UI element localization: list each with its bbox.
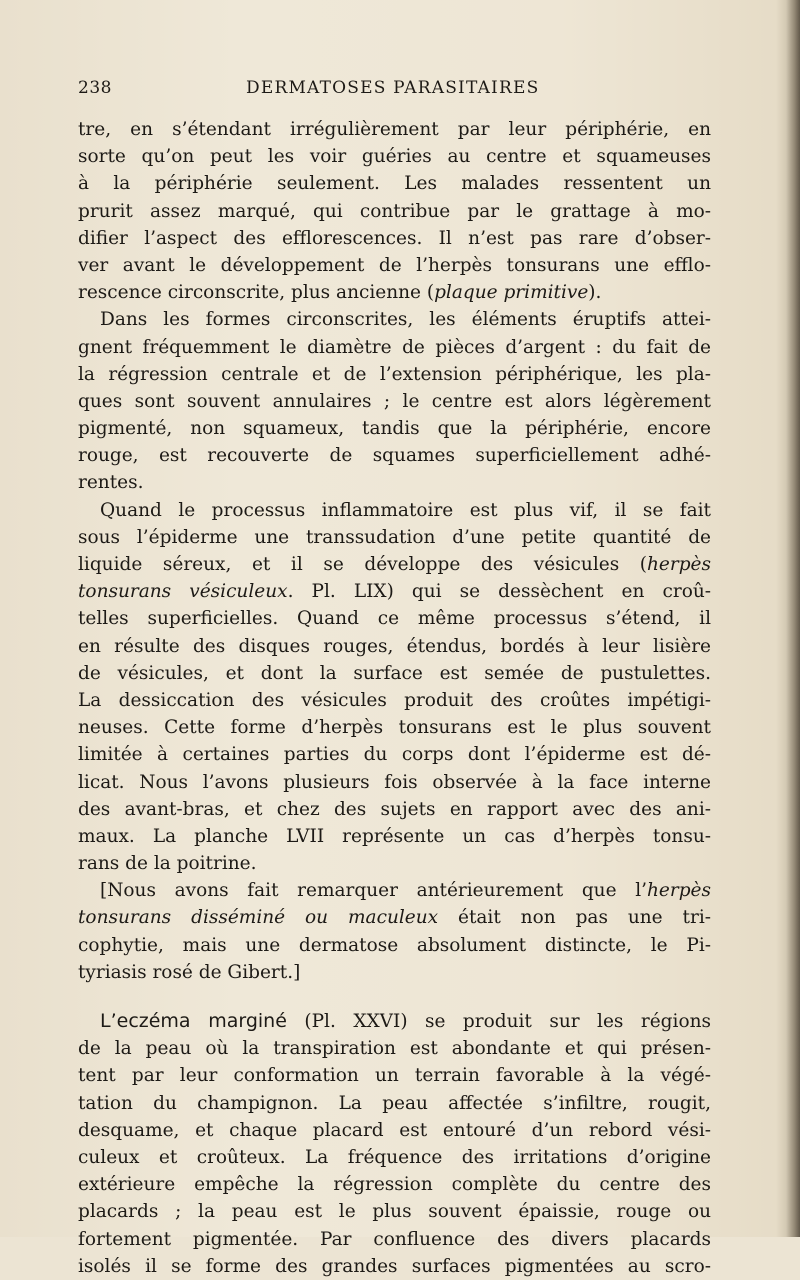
text-line: isolés il se forme des grandes surfaces pigmentées au scro-	[78, 1255, 711, 1277]
text-span: ).	[588, 282, 602, 304]
page-edge-shadow	[786, 0, 800, 1237]
text-line: rouge, est recouverte de squames superficiellement adhé-	[78, 445, 711, 467]
text-line: neuses. Cette forme d’herpès tonsurans est le plus souvent	[78, 717, 711, 739]
text-line	[78, 904, 711, 931]
text-span: liquide séreux, et il se développe des vésicules (	[78, 554, 647, 575]
text-line: à la périphérie seulement. Les malades ressentent un	[78, 173, 711, 195]
body-text	[78, 116, 711, 1280]
text-line: gnent fréquemment le diamètre de pièces d’argent : du fait de	[78, 336, 711, 358]
text-line: prurit assez marqué, qui contribue par le grattage à mo-	[78, 200, 711, 222]
text-span: . Pl. LIX) qui se dessèchent en croû-	[287, 581, 712, 603]
text-line: pigmenté, non squameux, tandis que la périphérie, encore	[78, 418, 711, 440]
italic-term: plaque primitive	[434, 282, 589, 304]
text-span: [Nous avons fait remarquer antérieurement que l’	[100, 880, 647, 902]
text-line: sorte qu’on peut les voir guéries au centre et squameuses	[78, 146, 711, 168]
text-line: la régression centrale et de l’extension périphérique, les pla-	[78, 363, 711, 385]
text-line: tation du champignon. La peau affectée s’infiltre, rougit,	[78, 1092, 711, 1114]
text-line: desquame, et chaque placard est entouré d’un rebord vési-	[78, 1119, 711, 1141]
paragraph-gap	[78, 986, 711, 1008]
text-line: des avant-bras, et chez des sujets en rapport avec des ani-	[78, 798, 711, 820]
text-line: telles superficielles. Quand ce même processus s’étend, il	[78, 608, 711, 630]
italic-term: herpès	[647, 554, 711, 575]
text-line: cophytie, mais une dermatose absolument distincte, le Pi-	[78, 934, 711, 956]
text-line: en résulte des disques rouges, étendus, bordés à leur lisière	[78, 635, 711, 657]
text-line: limitée à certaines parties du corps dont l’épiderme est dé-	[78, 744, 711, 766]
italic-term: tonsurans vésiculeux	[78, 581, 288, 603]
text-line: culeux et croûteux. La fréquence des irritations d’origine	[78, 1146, 711, 1168]
text-line: sous l’épiderme une transsudation d’une petite quantité de	[78, 526, 711, 548]
text-span: (Pl. XXVI) se produit sur les régions	[286, 1011, 711, 1032]
paragraph-start-line: Dans les formes circonscrites, les éléments éruptifs attei-	[100, 309, 711, 331]
paragraph-start-line: Quand le processus inflammatoire est plus vif, il se fait	[100, 499, 711, 521]
text-line: licat. Nous l’avons plusieurs fois observée à la face interne	[78, 771, 711, 793]
text-span: rescence circonscrite, plus ancienne (	[78, 282, 435, 304]
text-line: ver avant le développement de l’herpès tonsurans une efflo-	[78, 254, 711, 276]
text-line	[78, 279, 711, 306]
text-line: extérieure empêche la régression complète du centre des	[78, 1174, 711, 1196]
text-line: ques sont souvent annulaires ; le centre est alors légèrement	[78, 390, 711, 412]
text-line: de vésicules, et dont la surface est semée de pustulettes.	[78, 662, 711, 684]
text-line: tre, en s’étendant irrégulièrement par leur périphérie, en	[78, 119, 711, 140]
italic-term: tonsurans disséminé ou maculeux	[78, 907, 439, 929]
section-lead-term: L’eczéma marginé	[100, 1010, 287, 1032]
paragraph-start-line	[78, 877, 711, 904]
text-line: tent par leur conformation un terrain favorable à la végé-	[78, 1065, 711, 1087]
page-header	[78, 78, 718, 102]
text-span: était non pas une tri-	[438, 907, 711, 929]
running-head: DERMATOSES PARASITAIRES	[246, 78, 540, 98]
text-line	[78, 578, 711, 605]
text-line: difier l’aspect des efflorescences. Il n’est pas rare d’obser-	[78, 227, 711, 249]
text-line: La dessiccation des vésicules produit des croûtes impétigi-	[78, 689, 711, 711]
text-line: maux. La planche LVII représente un cas d’herpès tonsu-	[78, 825, 711, 847]
text-line: rentes.	[78, 472, 144, 494]
italic-term: herpès	[647, 880, 711, 902]
text-line: fortement pigmentée. Par confluence des divers placards	[78, 1228, 711, 1250]
text-line: tyriasis rosé de Gibert.]	[78, 961, 301, 983]
paragraph-start-line	[78, 1008, 711, 1035]
text-line	[78, 551, 711, 578]
text-line: de la peau où la transpiration est abondante et qui présen-	[78, 1038, 711, 1060]
page-number: 238	[78, 78, 112, 98]
text-line: rans de la poitrine.	[78, 853, 257, 875]
text-line: placards ; la peau est le plus souvent épaissie, rouge ou	[78, 1201, 711, 1223]
